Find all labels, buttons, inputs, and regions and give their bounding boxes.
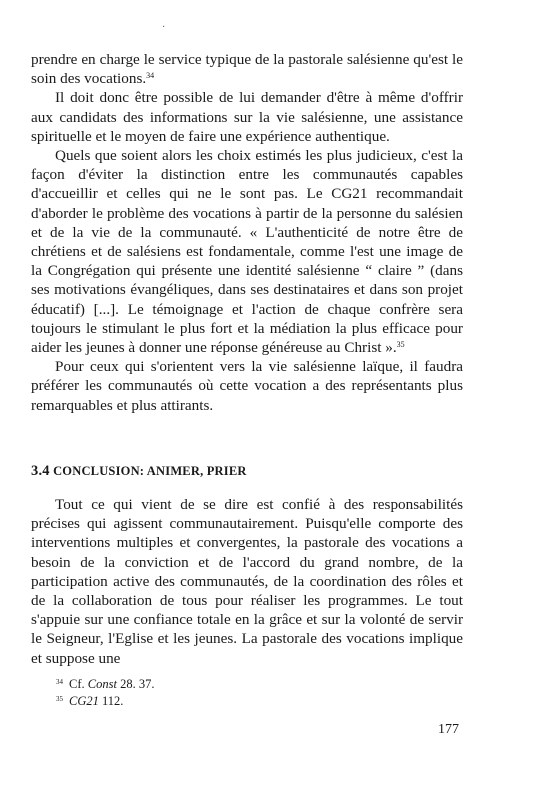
footnotes <box>56 676 154 710</box>
section-title: CONCLUSION: ANIMER, PRIER <box>53 464 247 478</box>
page-number: 177 <box>438 722 459 737</box>
footnote-ref-34[interactable]: 34 <box>146 71 155 81</box>
section-heading <box>31 463 247 480</box>
footnote-35: $^{35}$ CG21 112. <box>56 694 124 708</box>
paragraph-5: Tout ce qui vient de se dire est confié à des responsabilités précises qui agissent communautairement. Puisqu'elle comporte des interventions multiples et convergentes, la pastorale des vocations a besoin de la conviction et de l'accord du grand nombre, de la participation active des communautés, de la coordination des rôles et de la collaboration de tous pour réaliser les programmes. Le tout s'appuie sur une confiance totale en la grâce et sur la volonté de servir le Seigneur, l'Eglise et les jeunes. La pastorale des vocations implique et suppose une <box>31 496 463 667</box>
footnote-ref-35[interactable]: 35 <box>396 340 405 350</box>
paragraph-3: Quels que soient alors les choix estimés les plus judicieux, c'est la façon d'éviter la distinction entre les communautés capables d'accueillir et celles qui ne le sont pas. Le CG21 recommandait d'aborder le problème des vocations à partir de la personne du salésien et de la vie de la communauté. « L'authenticité de notre être de chrétiens et de salésiens est fondamentale, comme l'est une image de la Congrégation qui présente une identité salésienne “ claire ” (dans ses motivations évangéliques, dans ses destinataires et dans son projet éducatif) [...]. Le témoignage et l'action de chaque confrère sera toujours le stimulant le plus fort et la médiation la plus efficace pour aider les jeunes à donner une réponse généreuse au Christ ».$^{35}$ <box>31 147 463 357</box>
paragraph-1: prendre en charge le service typique de la pastorale salésienne qu'est le soin des vocations.$^{34}$ <box>31 51 463 88</box>
paragraph-4: Pour ceux qui s'orientent vers la vie salésienne laïque, il faudra préférer les communautés où cette vocation a des représentants plus remarquables et plus attirants. <box>31 358 463 414</box>
top-mark: · <box>162 22 166 33</box>
paragraph-2: Il doit donc être possible de lui demander d'être à même d'offrir aux candidats des informations sur la vie salésienne, une assistance spirituelle et le moyen de faire une expérience authentique. <box>31 89 463 145</box>
section-number: 3.4 <box>31 463 50 479</box>
section-body <box>31 495 463 668</box>
body-text <box>31 50 463 415</box>
footnote-34: $^{34}$ Cf. Const 28. 37. <box>56 677 155 691</box>
